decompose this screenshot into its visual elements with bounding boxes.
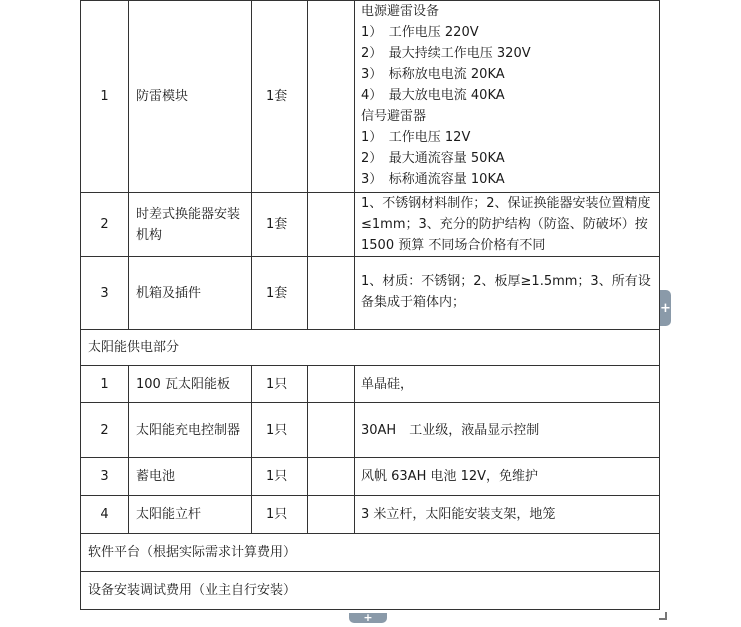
row-number: 3 (81, 458, 129, 496)
empty-cell (308, 496, 355, 534)
spec-line: 信号避雷器 (361, 109, 427, 124)
item-spec (355, 1, 660, 193)
table-row (81, 193, 660, 257)
table-resize-handle[interactable] (659, 612, 667, 620)
item-quantity: 1套 (252, 257, 308, 330)
spec-line: 电源避雷设备 (361, 4, 440, 19)
spec-line: 2） 最大通流容量 50KA (361, 151, 505, 166)
item-quantity: 1只 (252, 496, 308, 534)
empty-cell (308, 403, 355, 458)
installation-fee-row: 设备安装调试费用（业主自行安装） (81, 572, 660, 610)
item-spec: 单晶硅， (355, 366, 660, 403)
item-spec (355, 193, 660, 257)
item-quantity: 1只 (252, 403, 308, 458)
spec-line: 4） 最大放电电流 40KA (361, 88, 505, 103)
row-number: 1 (81, 1, 129, 193)
spec-line: 1） 工作电压 220V (361, 25, 479, 40)
table-row (81, 458, 660, 496)
item-quantity: 1只 (252, 366, 308, 403)
item-name: 太阳能充电控制器 (129, 403, 252, 458)
item-name: 机箱及插件 (129, 257, 252, 330)
item-spec: 3 米立杆，太阳能安装支架，地笼 (355, 496, 660, 534)
spec-line: 2） 最大持续工作电压 320V (361, 46, 531, 61)
item-quantity: 1套 (252, 1, 308, 193)
spec-text: 1、材质：不锈钢；2、板厚≥1.5mm；3、所有设备集成于箱体内； (361, 274, 651, 310)
spec-text: 1、不锈钢材料制作；2、保证换能器安装位置精度≤1mm；3、充分的防护结构（防盗、防破坏）按 1500 预算 不同场合价格有不同 (361, 196, 651, 253)
table-row (81, 257, 660, 330)
row-number: 1 (81, 366, 129, 403)
empty-cell (308, 366, 355, 403)
row-number: 2 (81, 403, 129, 458)
empty-cell (308, 1, 355, 193)
section-title-solar: 太阳能供电部分 (81, 330, 660, 366)
table-row (81, 366, 660, 403)
equipment-spec-table (80, 0, 660, 610)
item-spec: 30AH 工业级，液晶显示控制 (355, 403, 660, 458)
item-spec: 风帆 63AH 电池 12V，免维护 (355, 458, 660, 496)
table-row (81, 496, 660, 534)
empty-cell (308, 193, 355, 257)
spec-line: 3） 标称放电电流 20KA (361, 67, 505, 82)
add-column-button[interactable]: + (660, 290, 671, 326)
add-row-button[interactable]: + (349, 613, 387, 623)
empty-cell (308, 458, 355, 496)
item-name: 100 瓦太阳能板 (129, 366, 252, 403)
section-header-row (81, 330, 660, 366)
row-number: 2 (81, 193, 129, 257)
table-row (81, 1, 660, 193)
table-row (81, 572, 660, 610)
item-name: 蓄电池 (129, 458, 252, 496)
item-quantity: 1套 (252, 193, 308, 257)
table-row (81, 534, 660, 572)
item-name: 防雷模块 (129, 1, 252, 193)
item-quantity: 1只 (252, 458, 308, 496)
item-name: 时差式换能器安装机构 (129, 193, 252, 257)
spec-line: 1） 工作电压 12V (361, 130, 471, 145)
spec-line: 3） 标称通流容量 10KA (361, 172, 505, 187)
item-spec (355, 257, 660, 330)
software-platform-row: 软件平台（根据实际需求计算费用） (81, 534, 660, 572)
table-row (81, 403, 660, 458)
empty-cell (308, 257, 355, 330)
row-number: 4 (81, 496, 129, 534)
row-number: 3 (81, 257, 129, 330)
item-name: 太阳能立杆 (129, 496, 252, 534)
